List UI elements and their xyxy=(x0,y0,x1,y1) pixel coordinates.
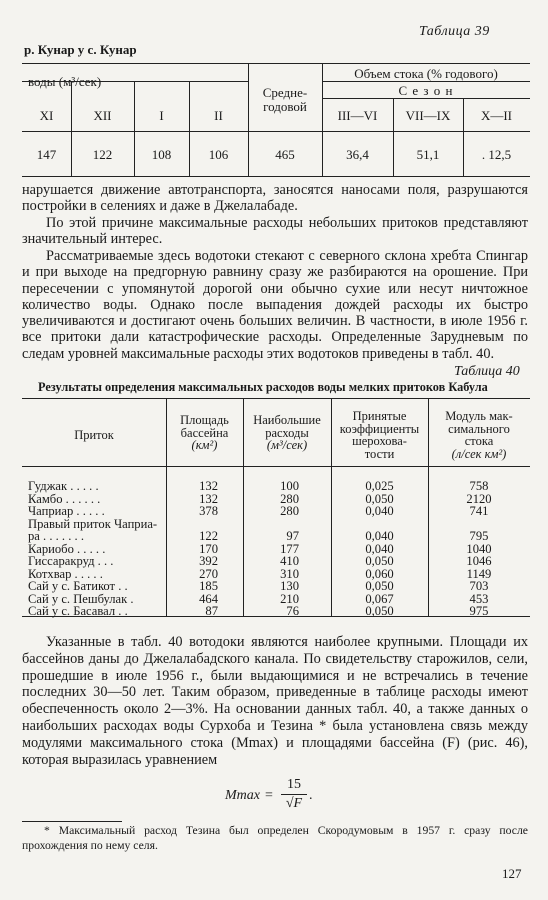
t40-coef-cell: 0,040 xyxy=(365,504,394,518)
formula-equals: = xyxy=(265,788,273,803)
t40-header-module xyxy=(428,410,530,460)
t39-value: 122 xyxy=(92,147,113,162)
t40-coef-cell: 0,067 xyxy=(365,591,394,606)
table-row xyxy=(22,580,530,592)
table-row xyxy=(22,543,530,555)
t40-name-cell: ра . . . . . . . xyxy=(28,529,84,543)
table-row xyxy=(22,593,530,605)
header-line: шерохова- xyxy=(352,434,407,448)
t40-coef-cell: 0,050 xyxy=(365,554,394,568)
t39-month: XI xyxy=(39,108,54,123)
paragraph-text: Рассматриваемые здесь водотоки стекают с северного склона хребта Спингар и при выходе на предгорную равнину сразу же разбираются на орошение. При пересечении с упомянутой дорогой они обычно сухие или несут ничтожное количество воды. Однако после выпадения дождей расходы их быстро увеличиваются и достигают очень больших величин. В частности, в июле 1956 г. все притоки дали катастрофические расходы. Определенные Зарудневым по следам уровней максимальные расходы этих водотоков приведены в табл. 40. xyxy=(22,248,528,362)
header-line: Наибольшие xyxy=(253,413,321,427)
t39-bottom-rule xyxy=(22,176,530,177)
table-row xyxy=(22,518,530,530)
t40-header-area xyxy=(166,414,243,452)
table-row xyxy=(22,555,530,567)
header-line: расходы xyxy=(265,425,309,440)
header-line: Площадь xyxy=(180,413,229,427)
t39-month: XII xyxy=(93,108,112,123)
t40-flow-cell: 410 xyxy=(280,554,299,568)
table39-top-rule xyxy=(22,63,530,64)
header-line: коэффициенты xyxy=(339,421,420,436)
t39-season: X—II xyxy=(480,108,513,123)
header-line: стока xyxy=(464,434,494,448)
t40-flow-cell: 210 xyxy=(280,591,299,606)
paragraph-text: Указанные в табл. 40 вотодоки являются наиболее крупными. Площади их бассейнов даны до Джелалабадского канала. По свидетельству старожилов, сели, прошедшие в июле 1956 г., были выдающимися и не встречались в течение последних 30—50 лет. Таким образом, приведенные в таблице расходы имеют обеспеченность около 2—3%. На основании данных табл. 40, а также данных о наибольших расходах воды Сурхоба и Тезина * была установлена связь между модулями максимального стока (Mmax) и площадями бассейна (F) (рис. 46), которая выразилась уравнением xyxy=(22,634,528,768)
t40-flow-cell: 76 xyxy=(286,604,299,618)
header-line: (м³/сек) xyxy=(266,438,308,452)
t40-name-cell: Кариобо . . . . . xyxy=(28,541,106,556)
paragraph xyxy=(22,248,528,362)
t39-value: 147 xyxy=(36,147,57,162)
t39-header-rule xyxy=(22,131,530,132)
header-line: симального xyxy=(448,421,510,436)
t39-value: 106 xyxy=(208,147,229,162)
t40-flow-cell: 280 xyxy=(280,491,299,506)
table39-caption: Таблица 39 xyxy=(419,24,490,39)
formula-numerator: 15 xyxy=(287,777,301,792)
paragraph-text: По этой причине максимальные расходы небольших притоков представляют значительный интерес. xyxy=(22,215,528,248)
mean-header-line1: Средне- xyxy=(262,85,308,100)
fraction-bar xyxy=(281,794,307,795)
table40-caption: Таблица 40 xyxy=(454,364,520,379)
t40-module-cell: 1040 xyxy=(466,541,492,556)
table39-subtitle: р. Кунар у с. Кунар xyxy=(24,42,137,57)
t40-flow-cell: 310 xyxy=(280,566,299,581)
t40-module-cell: 741 xyxy=(469,504,489,518)
table-row xyxy=(22,568,530,580)
t40-coef-cell: 0,040 xyxy=(365,541,394,556)
t39-month: I xyxy=(159,108,164,123)
t39-month: II xyxy=(214,108,223,123)
t40-area-cell: 132 xyxy=(199,479,218,493)
t40-name-cell: Котхвар . . . . . xyxy=(28,566,103,581)
t40-flow-cell: 100 xyxy=(280,479,299,493)
mean-header-line2: годовой xyxy=(263,99,307,114)
t40-flow-cell: 97 xyxy=(286,529,299,543)
t40-header-rule xyxy=(22,466,530,467)
page-number: 127 xyxy=(502,866,522,881)
t40-name-cell: Правый приток Чаприа- xyxy=(28,516,158,531)
t40-name-cell: Камбо . . . . . . xyxy=(28,491,101,506)
t40-coef-cell: 0,060 xyxy=(365,566,394,581)
t40-header-river: Приток xyxy=(74,428,114,442)
table39-volume-header: Объем стока (% годового) xyxy=(354,66,498,81)
t40-module-cell: 795 xyxy=(469,529,489,543)
t40-flow-cell: 130 xyxy=(280,579,299,593)
t40-name-cell: Сай у с. Басавал . . xyxy=(28,604,128,618)
table39-mean-header xyxy=(248,86,322,114)
t40-coef-cell: 0,050 xyxy=(365,579,394,593)
t40-flow-cell: 177 xyxy=(280,541,299,556)
t40-area-cell: 122 xyxy=(199,529,218,543)
t40-top-rule xyxy=(22,398,530,399)
t39-rule-season xyxy=(322,98,530,99)
t39-rule-flow xyxy=(22,81,248,82)
t40-coef-cell: 0,050 xyxy=(365,604,394,618)
t40-area-cell: 87 xyxy=(205,604,218,618)
t39-value: 465 xyxy=(275,147,295,162)
t40-area-cell: 185 xyxy=(199,579,218,593)
t40-module-cell: 453 xyxy=(469,591,489,606)
t40-module-cell: 1046 xyxy=(466,554,492,568)
table39-flow-header: воды (м³/сек) xyxy=(28,74,102,89)
formula-end: . xyxy=(309,788,313,803)
t40-header-flow xyxy=(243,414,331,452)
t40-area-cell: 170 xyxy=(199,541,218,556)
t40-name-cell: Гиссаракруд . . . xyxy=(28,554,114,568)
t40-header-coef xyxy=(331,410,428,460)
t40-area-cell: 392 xyxy=(199,554,218,568)
t40-module-cell: 703 xyxy=(469,579,489,593)
table39-season-header: С е з о н xyxy=(398,83,454,98)
t39-season: VII—IX xyxy=(405,108,451,123)
formula-denominator: √F xyxy=(285,796,303,811)
table-row xyxy=(22,480,530,492)
t40-flow-cell: 280 xyxy=(280,504,299,518)
t39-value: . 12,5 xyxy=(481,147,512,162)
header-line: Принятые xyxy=(352,409,407,423)
t40-bottom-rule xyxy=(22,616,530,617)
t40-name-cell: Гуджак . . . . . xyxy=(28,479,99,493)
footnote: * Максимальный расход Тезина был определен Скородумовым в 1957 г. сразу после прохождения по нему селя. xyxy=(22,824,528,852)
t40-module-cell: 1149 xyxy=(466,566,492,581)
t40-module-cell: 2120 xyxy=(466,491,492,506)
header-line: бассейна xyxy=(180,425,229,440)
formula-lhs: Mmax xyxy=(225,788,260,803)
table-row xyxy=(22,493,530,505)
header-line: (км²) xyxy=(191,438,218,452)
header-line: (л/сек км²) xyxy=(451,446,507,461)
t40-coef-cell: 0,050 xyxy=(365,491,394,506)
t39-season: III—VI xyxy=(337,108,378,123)
t40-name-cell: Сай у с. Батикот . . xyxy=(28,579,128,593)
t40-area-cell: 464 xyxy=(199,591,218,606)
paragraph xyxy=(22,634,528,768)
t40-name-cell: Чаприар . . . . . xyxy=(28,504,105,518)
table-row xyxy=(22,505,530,517)
t40-area-cell: 132 xyxy=(199,491,218,506)
paragraph xyxy=(22,215,528,248)
t39-value: 108 xyxy=(151,147,172,162)
footnote-rule xyxy=(22,821,122,822)
header-line: тости xyxy=(364,446,395,461)
t39-value: 36,4 xyxy=(346,147,369,162)
table40-title: Результаты определения максимальных расходов воды мелких притоков Кабула xyxy=(38,380,488,394)
t40-module-cell: 758 xyxy=(469,479,489,493)
formula xyxy=(225,777,345,817)
t40-coef-cell: 0,040 xyxy=(365,529,394,543)
t40-area-cell: 378 xyxy=(199,504,218,518)
header-line: Модуль мак- xyxy=(445,409,513,423)
t40-module-cell: 975 xyxy=(469,604,489,618)
t40-coef-cell: 0,025 xyxy=(365,479,394,493)
t39-value: 51,1 xyxy=(416,147,440,162)
t40-name-cell: Сай у с. Пешбулак . xyxy=(28,591,134,606)
t40-area-cell: 270 xyxy=(199,566,218,581)
paragraph: нарушается движение автотранспорта, заносятся наносами поля, разрушаются постройки в селениях и даже в Джелалабаде. xyxy=(22,182,528,215)
t39-rule-vol xyxy=(322,81,530,82)
table-row xyxy=(22,530,530,542)
